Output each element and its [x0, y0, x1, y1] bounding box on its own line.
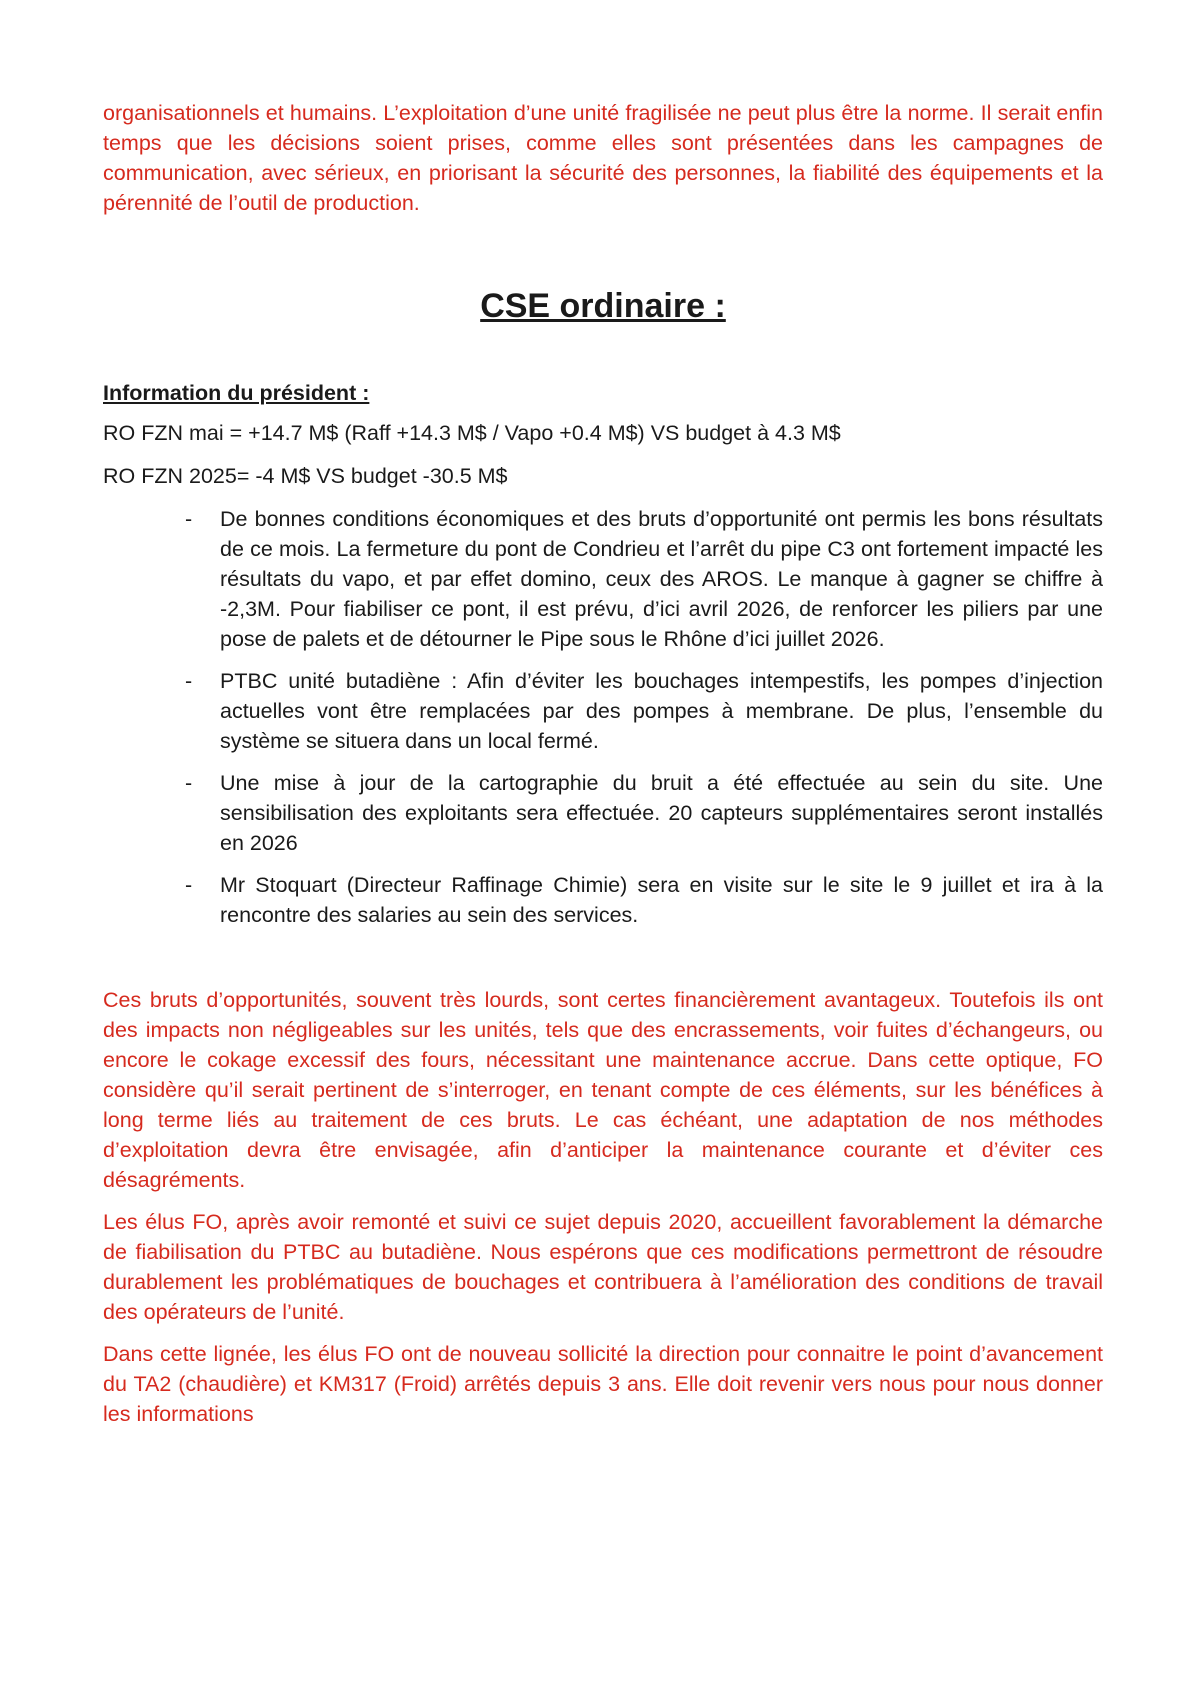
list-item-text: Mr Stoquart (Directeur Raffinage Chimie) sera en visite sur le site le 9 juillet et ira à la rencontre des salaries au sein des services.	[220, 873, 1103, 927]
intro-paragraph: organisationnels et humains. L’exploitation d’une unité fragilisée ne peut plus être la norme. Il serait enfin temps que les décisions soient prises, comme elles sont présentées dans les campagnes de communication, avec sérieux, en priorisant la sécurité des personnes, la fiabilité des équipements et la pérennité de l’outil de production.	[103, 101, 1103, 215]
ro-line-2025: RO FZN 2025= -4 M$ VS budget -30.5 M$	[103, 464, 508, 488]
list-item	[103, 504, 1103, 654]
bullet-dash: -	[185, 669, 193, 693]
fo-comments	[103, 985, 1103, 1429]
list-item	[103, 870, 1103, 930]
list-item-text: Une mise à jour de la cartographie du bruit a été effectuée au sein du site. Une sensibilisation des exploitants sera effectuée. 20 capteurs supplémentaires seront installés en 2026	[220, 771, 1103, 855]
section-title: CSE ordinaire :	[480, 287, 726, 325]
fo-comment-paragraph: Les élus FO, après avoir remonté et suivi ce sujet depuis 2020, accueillent favorablement la démarche de fiabilisation du PTBC au butadiène. Nous espérons que ces modifications permettront de résoudre durablement les problématiques de bouchages et contribuera à l’amélioration des conditions de travail des opérateurs de l’unité.	[103, 1210, 1103, 1324]
list-item	[103, 768, 1103, 858]
list-item	[103, 666, 1103, 756]
fo-comment-paragraph: Ces bruts d’opportunités, souvent très lourds, sont certes financièrement avantageux. Toutefois ils ont des impacts non négligeables sur les unités, tels que des encrassements, voir fuites d’échangeurs, ou encore le cokage excessif des fours, nécessitant une maintenance accrue. Dans cette optique, FO considère qu’il serait pertinent de s’interroger, en tenant compte de ces éléments, sur les bénéfices à long terme liés au traitement de ces bruts. Le cas échéant, une adaptation de nos méthodes d’exploitation devra être envisagée, afin d’anticiper la maintenance courante et d’éviter ces désagréments.	[103, 988, 1103, 1192]
bullet-dash: -	[185, 771, 193, 795]
list-item-text: PTBC unité butadiène : Afin d’éviter les bouchages intempestifs, les pompes d’injection actuelles vont être remplacées par des pompes à membrane. De plus, l’ensemble du système se situera dans un local fermé.	[220, 669, 1103, 753]
bullet-dash: -	[185, 873, 193, 897]
document-page	[103, 98, 1103, 1441]
ro-line-may: RO FZN mai = +14.7 M$ (Raff +14.3 M$ / Vapo +0.4 M$) VS budget à 4.3 M$	[103, 421, 841, 445]
bullet-dash: -	[185, 507, 193, 531]
list-item-text: De bonnes conditions économiques et des bruts d’opportunité ont permis les bons résultats de ce mois. La fermeture du pont de Condrieu et l’arrêt du pipe C3 ont fortement impacté les résultats du vapo, et par effet domino, ceux des AROS. Le manque à gagner se chiffre à -2,3M. Pour fiabiliser ce pont, il est prévu, d’ici avril 2026, de renforcer les piliers par une pose de palets et de détourner le Pipe sous le Rhône d’ici juillet 2026.	[220, 507, 1103, 651]
fo-comment-paragraph: Dans cette lignée, les élus FO ont de nouveau sollicité la direction pour connaitre le point d’avancement du TA2 (chaudière) et KM317 (Froid) arrêtés depuis 3 ans. Elle doit revenir vers nous pour nous donner les informations	[103, 1342, 1103, 1426]
president-info-list	[103, 504, 1103, 930]
president-info-heading: Information du président :	[103, 381, 370, 405]
